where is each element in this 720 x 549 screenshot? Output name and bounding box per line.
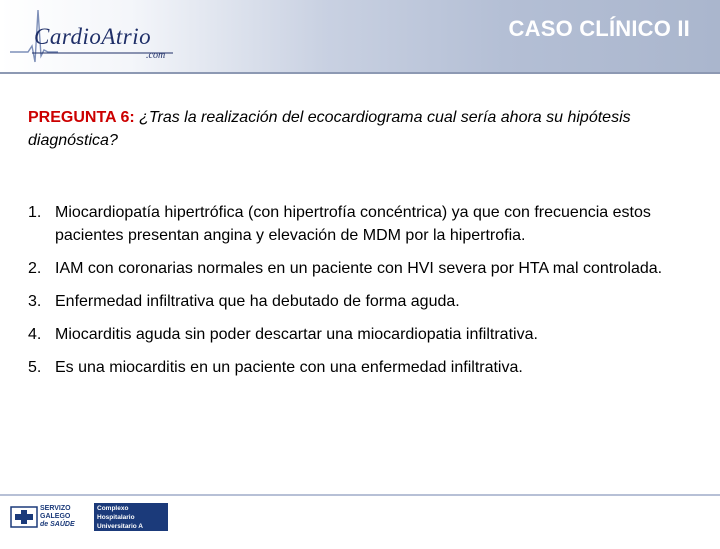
sergas-label [40, 505, 75, 529]
answer-item [28, 356, 690, 379]
sergas-line-1: SERVIZO [40, 505, 71, 512]
header-divider [0, 72, 720, 74]
answer-number: 5. [28, 359, 42, 376]
hospital-line-3: A Coruña [97, 541, 127, 548]
answer-item [28, 290, 690, 313]
question-text: ¿Tras la realización del ecocardiograma cual sería ahora su hipótesis diagnóstica? [28, 109, 631, 149]
answer-item [28, 323, 690, 346]
answer-text: Miocardiopatía hipertrófica (con hipertrofía concéntrica) ya que con frecuencia estos pacientes presentan angina y elevación de MDM por la hipertrofia. [55, 204, 651, 244]
answer-number: 1. [28, 204, 42, 221]
logo-text: CardioAtrio [34, 24, 152, 49]
answer-list [28, 201, 690, 389]
slide-title: CASO CLÍNICO II [508, 16, 690, 41]
slide-header [0, 0, 720, 72]
answer-text: Enfermedad infiltrativa que ha debutado de forma aguda. [55, 293, 460, 310]
answer-text: Miocarditis aguda sin poder descartar una miocardiopatia infiltrativa. [55, 326, 538, 343]
hospital-line-1: Complexo Hospitalario [97, 505, 135, 521]
answer-text: Es una miocarditis en un paciente con una enfermedad infiltrativa. [55, 359, 523, 376]
sergas-line-2: GALEGO [40, 513, 71, 520]
hospital-label [94, 503, 168, 548]
answer-item [28, 201, 690, 247]
sergas-cross-icon [10, 506, 38, 528]
answer-text: IAM con coronarias normales en un paciente con HVI severa por HTA mal controlada. [55, 260, 663, 277]
logo-suffix: .com [146, 50, 166, 61]
answer-number: 2. [28, 260, 42, 277]
sergas-line-3: de SAÚDE [40, 521, 75, 528]
question-block [28, 106, 688, 152]
answer-number: 4. [28, 326, 42, 343]
answer-item [28, 257, 690, 280]
hospital-line-2: Universitario A Coruña [97, 523, 143, 539]
answer-number: 3. [28, 293, 42, 310]
question-label: PREGUNTA 6: [28, 109, 135, 126]
